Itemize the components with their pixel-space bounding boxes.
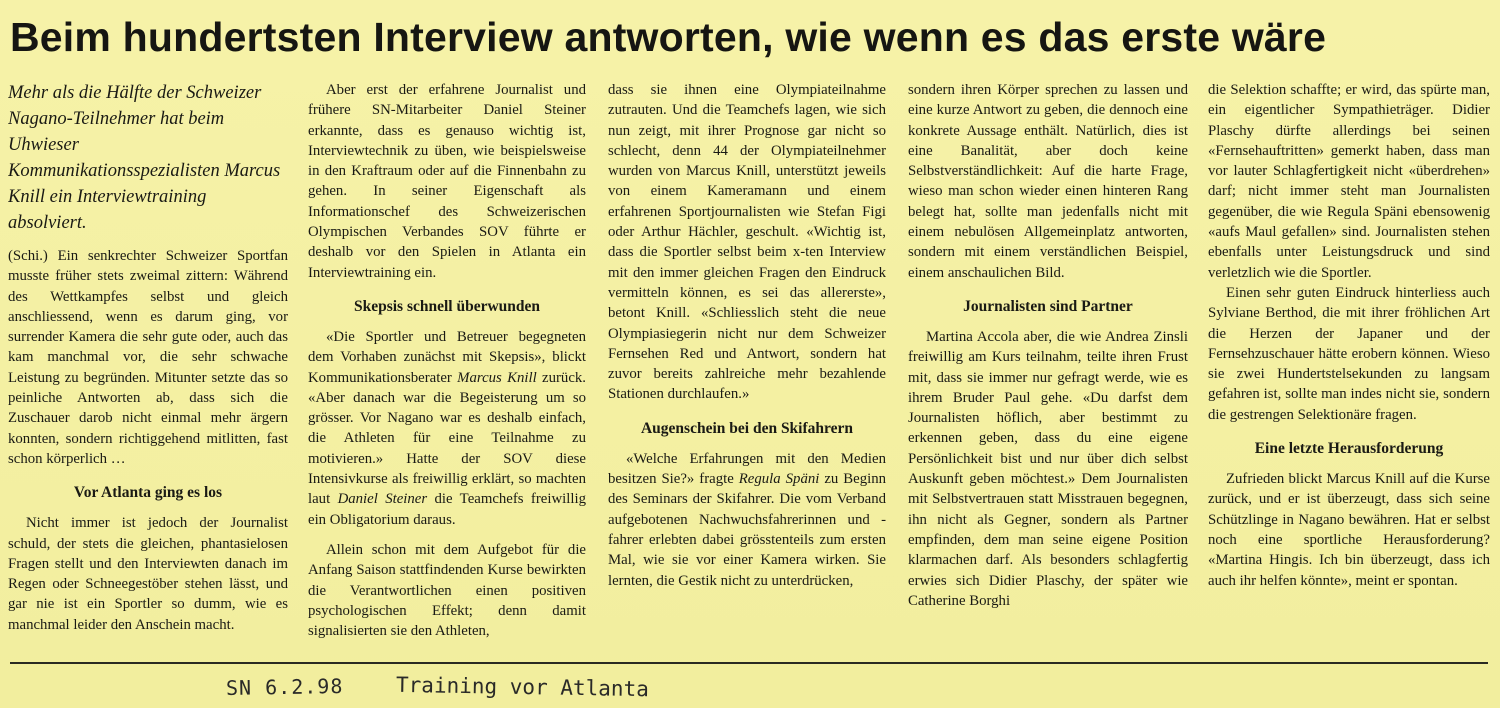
column-1 [8, 80, 288, 648]
lead-paragraph: Mehr als die Hälfte der Schweizer Nagano-Teilnehmer hat beim Uhwieser Kommunikationsspezialisten Marcus Knill ein Interviewtraining absolviert. [8, 83, 281, 233]
subheading: Journalisten sind Partner [963, 297, 1133, 315]
text-run: zu Beginn des Seminars der Skifahrer. Die vom Verband aufgebotenen Nachwuchsfahrerinnen und -fahrer erlebten dabei grösstenteils zum ersten Mal, wie sie vor einer Kamera wirken. Sie lernten, die Gestik nicht zu unterdrücken, [608, 471, 886, 589]
body-paragraph: Nicht immer ist jedoch der Journalist schuld, der stets die gleichen, phantasielosen Fragen stellt und den Interviewten danach im Regen oder Schneegestöber stehen lässt, und gar nie ist ein Sportler so dumm, wie es manchmal leider den Anschein macht. [8, 515, 288, 633]
text-run: «Welche Erfahrungen mit den Medien besitzen Sie?» fragte [608, 450, 886, 488]
body-paragraph: Allein schon mit dem Aufgebot für die Anfang Saison stattfindenden Kurse bewirkten die Verantwortlichen einen positiven psychologischen Effekt; denn damit signalisierten sie den Athleten, [308, 541, 586, 640]
body-paragraph: die Selektion schaffte; er wird, das spürte man, ein eigentlicher Sympathieträger. Didier Plaschy dürfte allerdings bei seinen «Fernsehauftritten» gemerkt haben, dass man vor lauter Schlagfertigkeit nicht «überdrehen» darf; nicht immer steht man Journalisten gegenüber, die wie Regula Späni ebensowenig «aufs Maul gefallen» sind. Journalisten stehen ebenfalls unter Leistungsdruck und sind verletzlich wie die Sportler. [1208, 82, 1490, 281]
handwritten-date: SN 6.2.98 [225, 673, 344, 701]
body-paragraph: sondern ihren Körper sprechen zu lassen und eine kurze Antwort zu geben, die dennoch eine konkrete Aussage enthält. Natürlich, dies ist eine Banalität, aber doch keine Selbstverständlichkeit: Auf die harte Frage, wieso man schon wieder einen hinteren Rang belegt hat, sollte man jedenfalls nicht mit einem nebulösen Allgemeinplatz antworten, sondern mit einem verständlichen Beispiel, einem anschaulichen Bild. [908, 82, 1188, 281]
bottom-rule [10, 662, 1488, 664]
body-paragraph [308, 327, 586, 530]
subheading: Skepsis schnell überwunden [353, 297, 541, 315]
headline: Beim hundertsten Interview antworten, wie wenn es das erste wäre [10, 14, 1327, 60]
column-3 [608, 80, 886, 648]
column-2 [308, 80, 586, 648]
body-paragraph: (Schi.) Ein senkrechter Schweizer Sportfan musste früher stets zweimal zittern: Während des Wettkampfes selbst und gleich anschliessend, wenn es darum ging, vor surrender Kamera die sehr gute oder, auch das kam manchmal vor, die sehr schwache Leistung zu begründen. Mitunter setzte das so peinliche Antworten ab, dass sich die Zuschauer darob nicht einmal mehr ärgern konnten, sondern richtiggehend mitlitten, fast schon körperlich … [8, 248, 288, 467]
body-paragraph: Einen sehr guten Eindruck hinterliess auch Sylviane Berthod, die mit ihrer fröhlichen Art die Herzen der Japaner und der Fernsehzuschauer hätte erobern können. Wieso sie zwei Hundertstelsekunden zu langsam gefahren ist, sollte man indes nicht sie, sondern die gestrengen Selektionäre fragen. [1208, 284, 1490, 423]
person-name: Daniel Steiner [337, 491, 428, 508]
text-run: «Die Sportler und Betreuer begegneten dem Vorhaben zunächst mit Skepsis», blickt Kommunikationsberater [308, 328, 586, 386]
subheading: Augenschein bei den Skifahrern [640, 419, 853, 437]
body-paragraph [608, 449, 886, 591]
subheading: Vor Atlanta ging es los [73, 484, 223, 502]
body-paragraph: Martina Accola aber, die wie Andrea Zinsli freiwillig am Kurs teilnahm, teilte ihren Frust mit, dass sie immer nur gefragt werde, wie es ihrem Bruder Paul gehe. «Du darfst dem Journalisten höflich, aber bestimmt zu erkennen geben, dass du eine eigene Persönlichkeit bist und nur über dich selbst Auskunft geben möchtest.» Dem Journalisten mit Selbstvertrauen statt Misstrauen begegnen, ihn nicht als Gegner, sondern als Partner empfinden, dem man seine eigene Position klarmachen darf. Als besonders schlagfertig erwies sich Didier Plaschy, der später wie Catherine Borghi [908, 328, 1188, 609]
body-paragraph: Aber erst der erfahrene Journalist und frühere SN-Mitarbeiter Daniel Steiner erkannte, dass es genauso wichtig ist, Interviewtechnik zu üben, wie beispielsweise in den Kraftraum oder auf die Finnenbahn zu gehen. In seiner Eigenschaft als Informationschef des Schweizerischen Olympischen Verbandes SOV führte er deshalb vor den Spielen in Atlanta ein Interviewtraining ein. [308, 82, 586, 281]
text-run: zurück. «Aber danach war die Begeisterung um so grösser. Vor Nagano war es deshalb einfach, die Athleten für eine Teilnahme zu motivieren.» Hatte der SOV diese Intensivkurse als freiwillig erklärt, so machten laut [308, 369, 586, 508]
person-name: Regula Späni [738, 471, 820, 488]
body-paragraph: dass sie ihnen eine Olympiateilnahme zutrauten. Und die Teamchefs lagen, wie sich nun zeigt, mit ihrer Prognose gar nicht so schlecht, denn 44 der Olympiateilnehmer wurden von Marcus Knill, unterstützt jeweils von einem Kameramann und einem erfahrenen Sportjournalisten wie Stefan Figi oder Arthur Hächler, geschult. «Wichtig ist, dass die Sportler selbst beim x-ten Interview mit den immer gleichen Fragen den Eindruck vermitteln können, es sei das allererste», betont Knill. «Schliesslich steht die neue Olympiasiegerin nicht nur dem Schweizer Fernsehen Red und Antwort, sondern hat zuvor bereits zahlreiche mehr bezahlende Stationen durchlaufen.» [608, 82, 886, 403]
subheading: Eine letzte Herausforderung [1254, 440, 1444, 458]
text-run: die Teamchefs freiwillig ein Obligatorium daraus. [308, 491, 586, 528]
handwritten-note: Training vor Atlanta [395, 672, 650, 702]
column-4 [908, 80, 1188, 648]
person-name: Marcus Knill [457, 369, 537, 386]
body-paragraph: Zufrieden blickt Marcus Knill auf die Kurse zurück, und er ist überzeugt, dass sich seine Schützlinge in Nagano bewähren. Hat er selbst noch eine sportliche Herausforderung? «Martina Hingis. Ich bin überzeugt, dass ich auch ihr helfen könnte», meint er spontan. [1208, 471, 1490, 589]
column-5 [1208, 80, 1490, 648]
